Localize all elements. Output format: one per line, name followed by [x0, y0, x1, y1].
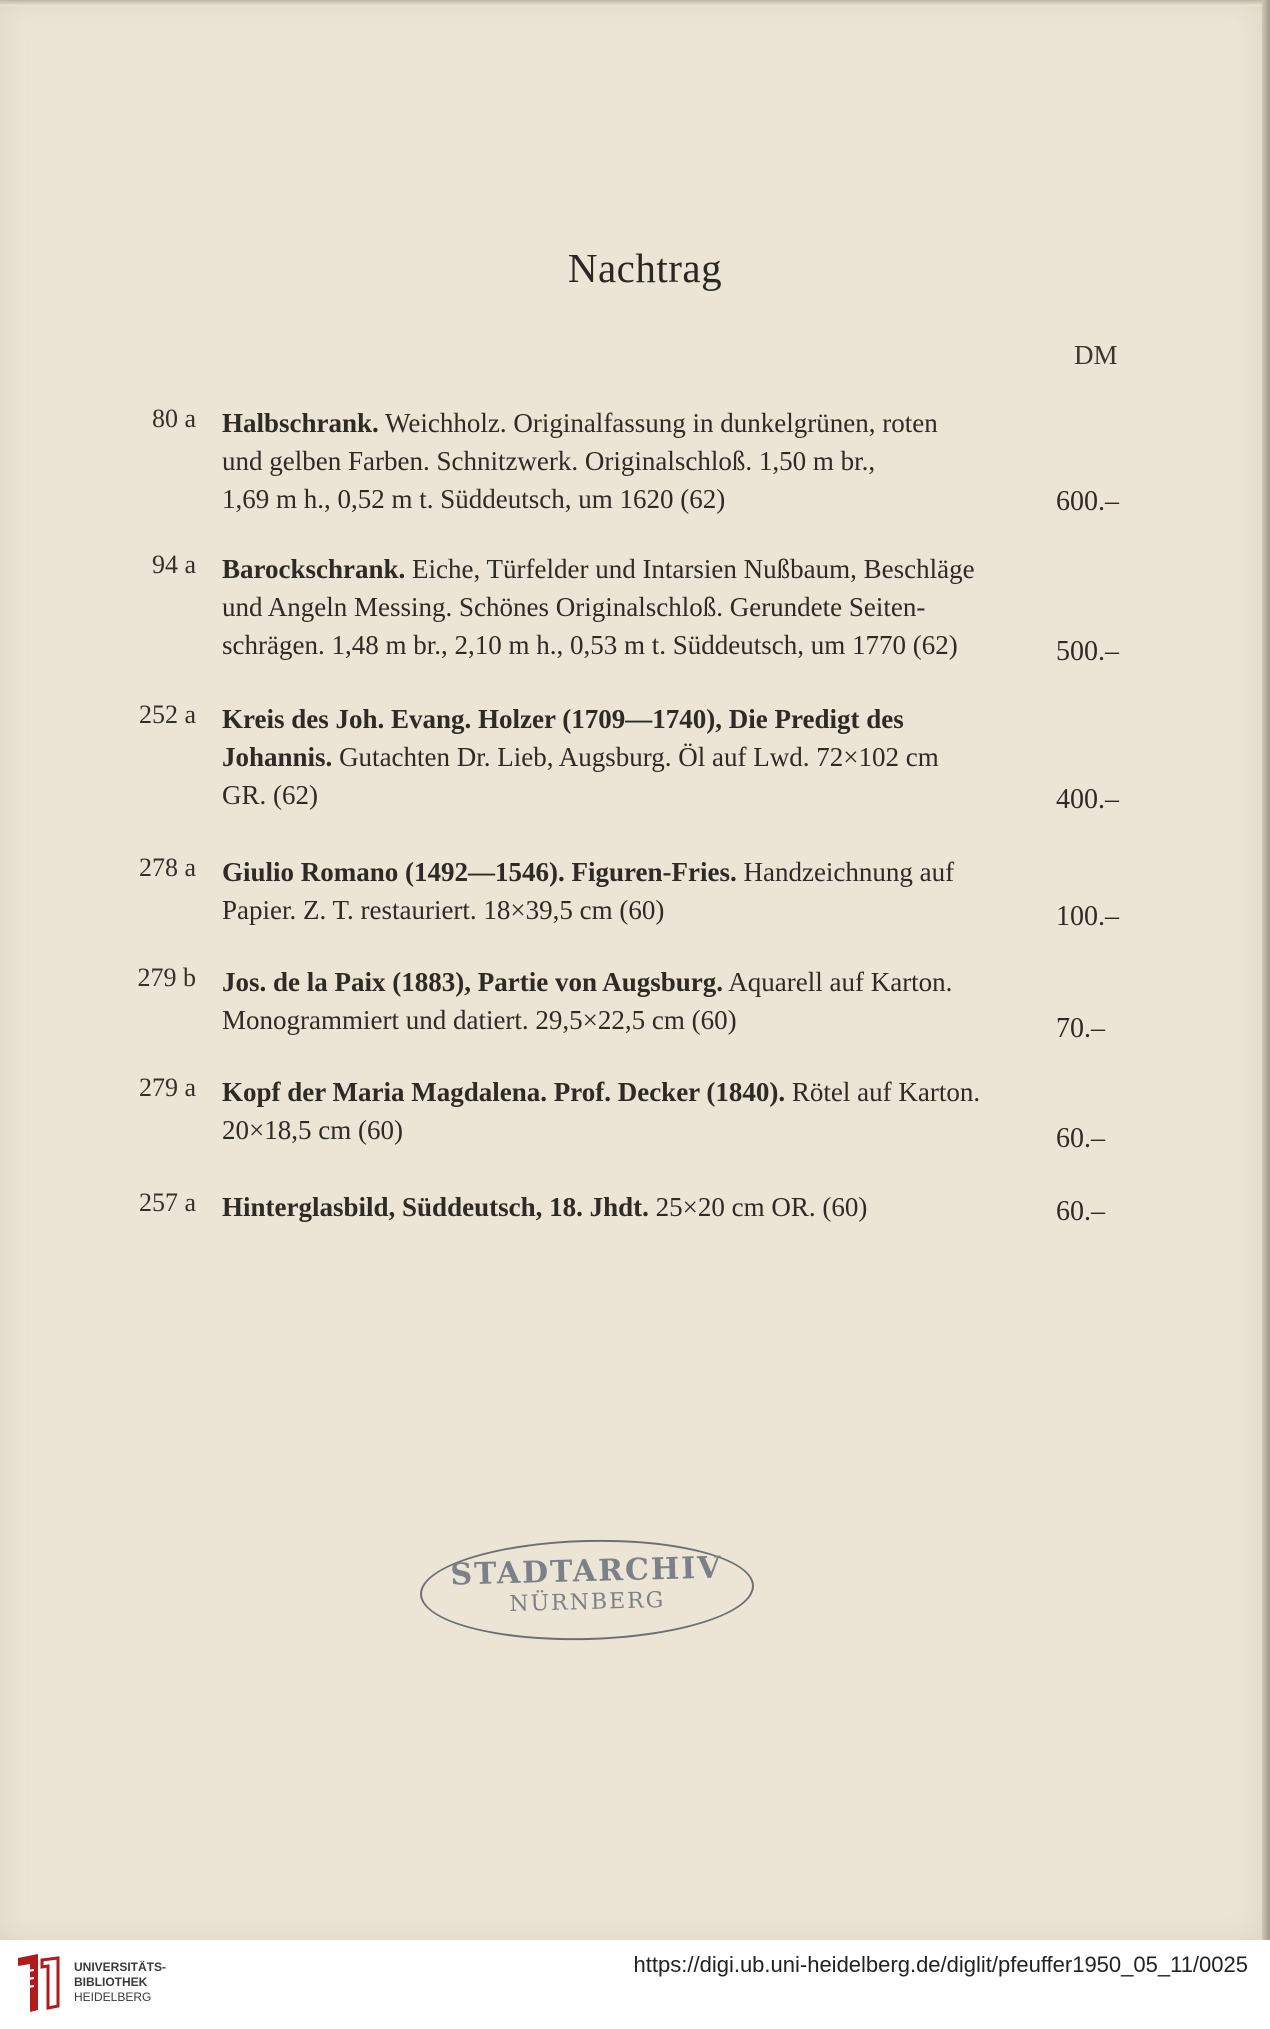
- lot-title: Kreis des Joh. Evang. Holzer (1709—1740), Die Predigt des: [222, 704, 904, 734]
- description-line: [222, 442, 1032, 480]
- lot-details: und gelben Farben. Schnitzwerk. Originalschloß. 1,50 m br.,: [222, 446, 876, 476]
- lot-description: [222, 963, 1032, 1039]
- lot-details: und Angeln Messing. Schönes Originalschloß. Gerundete Seiten-: [222, 592, 926, 622]
- lot-details: Weichholz. Originalfassung in dunkelgrünen, roten: [378, 408, 938, 438]
- page-title: Nachtrag: [567, 245, 723, 291]
- description-line: [222, 776, 1032, 814]
- description-line: [222, 588, 1032, 626]
- lot-details: Monogrammiert und datiert. 29,5×22,5 cm (60): [222, 1005, 737, 1035]
- lot-title: Halbschrank.: [222, 408, 379, 438]
- lot-description: [222, 853, 1032, 929]
- description-line: [222, 1073, 1032, 1111]
- description-line: [222, 891, 1032, 929]
- lot-details: Gutachten Dr. Lieb, Augsburg. Öl auf Lwd. 72×102 cm: [332, 742, 939, 772]
- lot-details: schrägen. 1,48 m br., 2,10 m h., 0,53 m t. Süddeutsch, um 1770 (62): [222, 630, 958, 660]
- lot-price: 100.–: [1056, 901, 1119, 932]
- page-top-edge: [0, 0, 1262, 6]
- stamp-line-1: STADTARCHIV: [450, 1550, 723, 1593]
- library-name: [74, 1960, 166, 2005]
- description-line: [222, 853, 1032, 891]
- lot-title: Kopf der Maria Magdalena. Prof. Decker (1840).: [222, 1077, 786, 1107]
- lot-details: Eiche, Türfelder und Intarsien Nußbaum, Beschläge: [405, 554, 975, 584]
- lot-description: [222, 1073, 1032, 1149]
- lot-price: 60.–: [1056, 1123, 1105, 1154]
- lot-details: Papier. Z. T. restauriert. 18×39,5 cm (60): [222, 895, 665, 925]
- lot-number: 257 a: [138, 1188, 196, 1217]
- stamp-line-2: NÜRNBERG: [509, 1587, 666, 1618]
- lot-number: 278 a: [138, 853, 196, 882]
- lot-details: Rötel auf Karton.: [785, 1077, 981, 1107]
- description-line: [222, 550, 1032, 588]
- lot-number: 279 a: [138, 1073, 196, 1102]
- description-line: [222, 480, 1032, 518]
- library-name-line-1: UNIVERSITÄTS-: [74, 1960, 167, 1974]
- lot-title: Johannis.: [222, 742, 333, 772]
- lot-details: 1,69 m h., 0,52 m t. Süddeutsch, um 1620 (62): [222, 484, 726, 514]
- description-line: [222, 1001, 1032, 1039]
- lot-details: Handzeichnung auf: [736, 857, 955, 887]
- lot-title: Jos. de la Paix (1883), Partie von Augsburg.: [222, 967, 724, 997]
- lot-details: 20×18,5 cm (60): [222, 1115, 403, 1145]
- lot-price: 500.–: [1056, 636, 1119, 667]
- lot-description: [222, 550, 1032, 664]
- lot-title: Hinterglasbild, Süddeutsch, 18. Jhdt.: [222, 1192, 649, 1222]
- lot-title: Barockschrank.: [222, 554, 406, 584]
- description-line: [222, 1188, 1032, 1226]
- library-logo-icon: [12, 1950, 64, 2016]
- description-line: [222, 1111, 1032, 1149]
- library-name-line-2: BIBLIOTHEK: [74, 1975, 148, 1989]
- lot-details: Aquarell auf Karton.: [723, 967, 953, 997]
- lot-details: 25×20 cm OR. (60): [648, 1192, 868, 1222]
- description-line: [222, 963, 1032, 1001]
- lot-number: 279 b: [137, 963, 196, 992]
- lot-description: [222, 1188, 1032, 1226]
- lot-price: 70.–: [1056, 1013, 1105, 1044]
- lot-details: GR. (62): [222, 780, 318, 810]
- library-name-line-3: HEIDELBERG: [74, 1990, 152, 2004]
- lot-price: 400.–: [1056, 784, 1119, 815]
- lot-description: [222, 404, 1032, 518]
- lot-price: 60.–: [1056, 1196, 1105, 1227]
- lot-number: 94 a: [151, 550, 196, 579]
- description-line: [222, 404, 1032, 442]
- lot-number: 252 a: [138, 700, 196, 729]
- lot-price: 600.–: [1056, 486, 1119, 517]
- description-line: [222, 700, 1032, 738]
- lot-description: [222, 700, 1032, 814]
- lot-title: Giulio Romano (1492—1546). Figuren-Fries.: [222, 857, 737, 887]
- source-url-link[interactable]: https://digi.ub.uni-heidelberg.de/diglit/pfeuffer1950_05_11/0025: [633, 1952, 1248, 1977]
- currency-header: DM: [1074, 340, 1118, 370]
- description-line: [222, 738, 1032, 776]
- lot-number: 80 a: [151, 404, 196, 433]
- description-line: [222, 626, 1032, 664]
